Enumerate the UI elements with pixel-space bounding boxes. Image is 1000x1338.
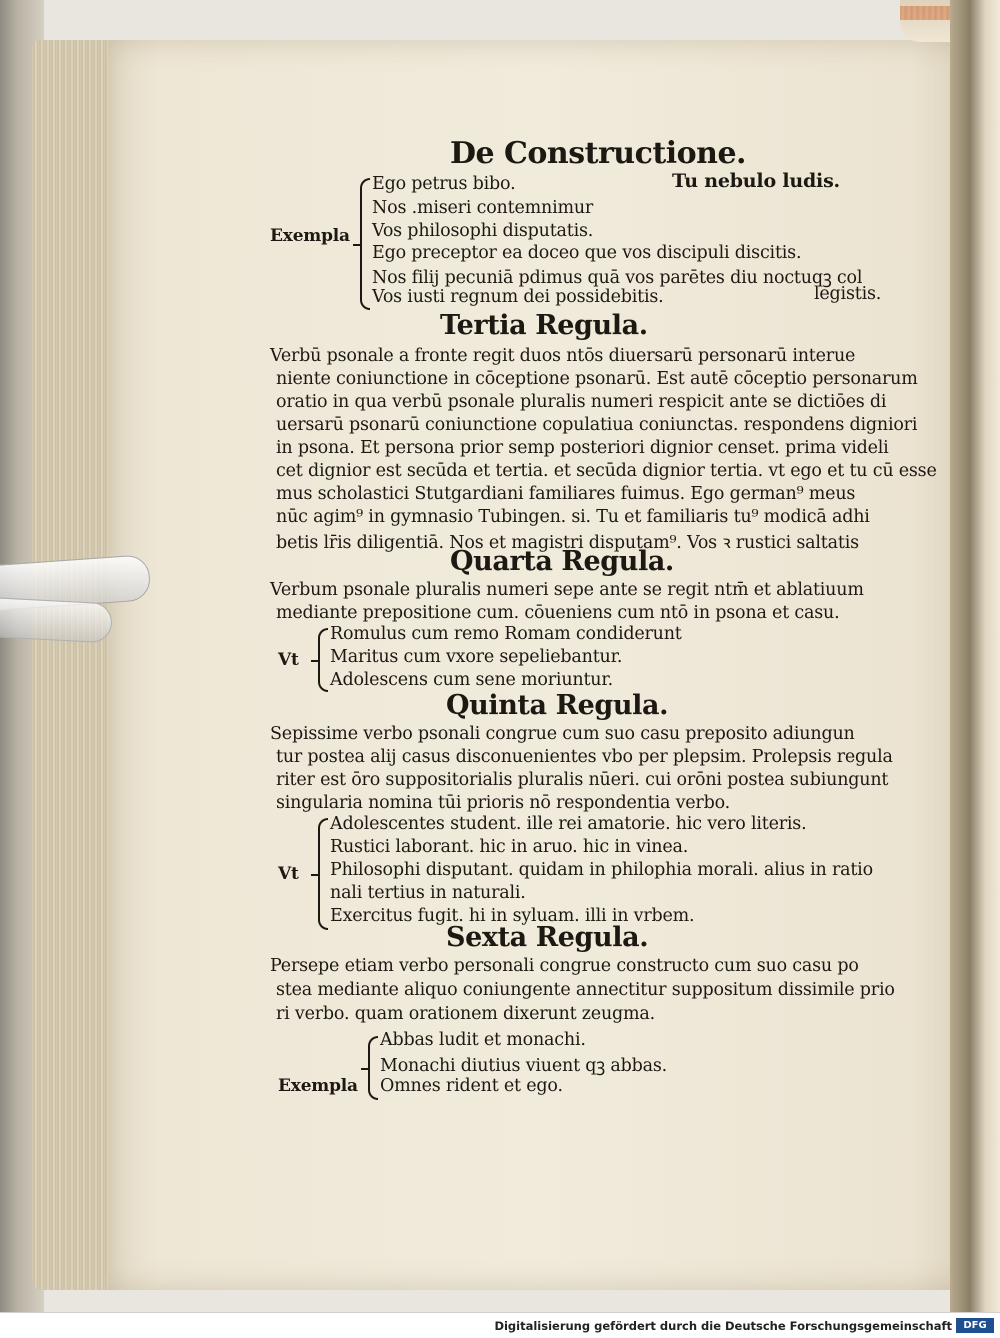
paragraph-line: oratio in qua verbū psonale pluralis numeri respicit ante se dictiōes di xyxy=(276,392,887,412)
example-line: Ego petrus bibo. xyxy=(372,174,516,194)
examples-brace xyxy=(368,1036,378,1100)
paragraph-line: Verbum psonale pluralis numeri sepe ante se regit ntm̄ et ablatiuum xyxy=(270,580,864,600)
example-label: Vt xyxy=(278,864,299,884)
paragraph-line: mediante prepositione cum. cōueniens cum ntō in psona et casu. xyxy=(276,603,840,623)
paragraph-line: Persepe etiam verbo personali congrue constructo cum suo casu po xyxy=(270,956,859,976)
example-line: Romulus cum remo Romam condiderunt xyxy=(330,624,682,644)
example-line: Philosophi disputant. quidam in philophia morali. alius in ratio xyxy=(330,860,873,880)
example-line: Nos .miseri contemnimur xyxy=(372,198,594,218)
section-title: Tertia Regula. xyxy=(440,310,648,341)
example-line: Tu nebulo ludis. xyxy=(672,170,840,192)
paragraph-line: cet dignior est secūda et tertia. et secūda dignior tertia. vt ego et tu cū esse xyxy=(276,461,937,481)
example-line: nali tertius in naturali. xyxy=(330,883,526,903)
paragraph-line: Verbū psonale a fronte regit duos ntōs diuersarū personarū interue xyxy=(270,346,856,366)
paragraph-line: in psona. Et persona prior semp posteriori dignior censet. prima videli xyxy=(276,438,889,458)
example-line: Abbas ludit et monachi. xyxy=(380,1030,586,1050)
example-line: Rustici laborant. hic in aruo. hic in vinea. xyxy=(330,837,689,857)
paragraph-line: tur postea alij casus disconuenientes vbo per plepsim. Prolepsis regula xyxy=(276,747,893,767)
examples-label: Exempla xyxy=(270,226,350,246)
section-title: Quinta Regula. xyxy=(446,690,669,721)
section-title: Sexta Regula. xyxy=(446,922,649,953)
paragraph-line: niente coniunctione in cōceptione psonarū. Est autē cōceptio personarum xyxy=(276,369,918,389)
example-line: Exercitus fugit. hi in syluam. illi in vrbem. xyxy=(330,906,695,926)
paragraph-line: ri verbo. quam orationem dixerunt zeugma. xyxy=(276,1004,656,1024)
example-label: Vt xyxy=(278,650,299,670)
example-line: Adolescens cum sene moriuntur. xyxy=(330,670,613,690)
example-line: Adolescentes student. ille rei amatorie. hic vero literis. xyxy=(330,814,807,834)
funding-credit: Digitalisierung gefördert durch die Deutsche Forschungsgemeinschaft xyxy=(494,1319,952,1333)
paragraph-line: Sepissime verbo psonali congrue cum suo casu preposito adiungun xyxy=(270,724,855,744)
example-line: Omnes rident et ego. xyxy=(380,1076,563,1096)
example-line: Vos philosophi disputatis. xyxy=(372,221,594,241)
paragraph-line: mus scholastici Stutgardiani familiares fuimus. Ego german⁹ meus xyxy=(276,484,856,504)
examples-brace xyxy=(318,818,328,930)
examples-label: Exempla xyxy=(278,1076,358,1096)
example-continuation: legistis. xyxy=(814,284,882,304)
paragraph-line: stea mediante aliquo coniungente annectitur suppositum dissimile prio xyxy=(276,980,895,1000)
page-header: De Constructione. xyxy=(450,136,746,171)
example-line: Vos iusti regnum dei possidebitis. xyxy=(372,287,664,307)
examples-brace xyxy=(360,178,370,310)
examples-brace xyxy=(318,628,328,692)
section-title: Quarta Regula. xyxy=(450,546,674,577)
paragraph-line: singularia nomina tūi prioris nō respondentia verbo. xyxy=(276,793,730,813)
paragraph-line: nūc agim⁹ in gymnasio Tubingen. si. Tu et familiaris tu⁹ modicā adhi xyxy=(276,507,870,527)
paragraph-line: riter est ōro suppositorialis pluralis nūeri. cui orōni postea subiungunt xyxy=(276,770,889,790)
example-line: Ego preceptor ea doceo que vos discipuli discitis. xyxy=(372,243,802,263)
footer-bar xyxy=(0,1312,1000,1338)
example-line: Maritus cum vxore sepeliebantur. xyxy=(330,647,623,667)
example-line: Monachi diutius viuent qꝫ abbas. xyxy=(380,1056,668,1076)
paragraph-line: betis lr̄is diligentiā. Nos et magistri disputam⁹. Vos ꝛ rustici saltatis xyxy=(276,533,859,553)
paragraph-line: uersarū psonarū coniunctione copulatiua coniunctas. respondens digniori xyxy=(276,415,918,435)
dfg-logo: DFG xyxy=(956,1318,994,1333)
example-line: Nos filij pecuniā pdimus quā vos parētes diu noctuqꝫ col xyxy=(372,268,863,288)
